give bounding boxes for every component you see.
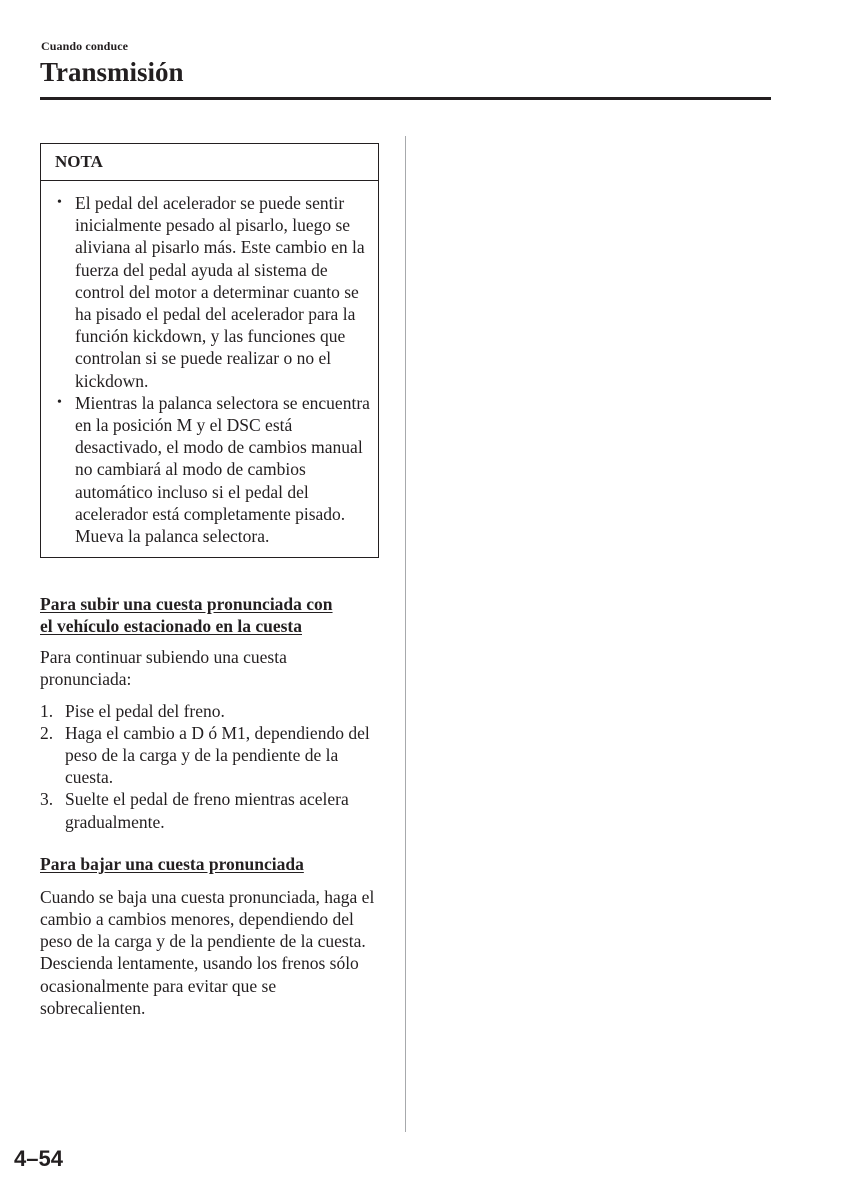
page-number: 4–54: [14, 1146, 63, 1171]
step-number: 2.: [40, 722, 54, 743]
step-text: Suelte el pedal de freno mientras acelera gradualmente.: [65, 789, 349, 832]
left-column: [40, 143, 382, 1019]
step-text: Pise el pedal del freno.: [65, 700, 225, 721]
breadcrumb: Cuando conduce: [41, 39, 129, 53]
title-rule: [40, 97, 771, 100]
step-item: [40, 722, 382, 789]
uphill-heading-line1: Para subir una cuesta pronunciada con: [40, 594, 333, 615]
note-item: [55, 192, 370, 392]
downhill-body: Cuando se baja una cuesta pronunciada, haga el cambio a cambios menores, dependiendo del peso de la carga y de la pendiente de la cuesta. Descienda lentamente, usando los frenos sólo ocasionalmente para evitar que se sobrecalienten.: [40, 886, 375, 1018]
bullet-icon: •: [57, 195, 62, 210]
note-box: [40, 143, 379, 558]
note-list: [41, 181, 378, 557]
downhill-heading: Para bajar una cuesta pronunciada: [40, 853, 304, 874]
bullet-icon: •: [57, 394, 62, 410]
step-item: [40, 788, 382, 832]
note-item: [55, 392, 370, 547]
note-heading: NOTA: [41, 144, 378, 181]
page-title: Transmisión: [40, 57, 184, 87]
uphill-steps: [40, 700, 382, 833]
uphill-intro: Para continuar subiendo una cuesta pronunciada:: [40, 647, 287, 690]
column-divider: [405, 136, 406, 1132]
note-item-text: El pedal del acelerador se puede sentir inicialmente pesado al pisarlo, luego se aliviana al pisarlo más. Este cambio en la fuerza del pedal ayuda al sistema de control del motor a determinar cuanto se ha pisado el pedal del acelerador para la función kickdown, y las funciones que controlan si se puede realizar o no el kickdown.: [75, 193, 365, 391]
step-text: Haga el cambio a D ó M1, dependiendo del peso de la carga y de la pendiente de la cuesta.: [65, 722, 370, 788]
uphill-heading-line2: el vehículo estacionado en la cuesta: [40, 616, 302, 637]
step-number: 3.: [40, 789, 54, 810]
uphill-heading: [40, 593, 382, 637]
step-item: [40, 700, 382, 722]
note-item-text: Mientras la palanca selectora se encuentra en la posición M y el DSC está desactivado, el modo de cambios manual no cambiará al modo de cambios automático incluso si el pedal del acelerador está completamente pisado. Mueva la palanca selectora.: [75, 392, 370, 547]
step-number: 1.: [40, 700, 54, 721]
